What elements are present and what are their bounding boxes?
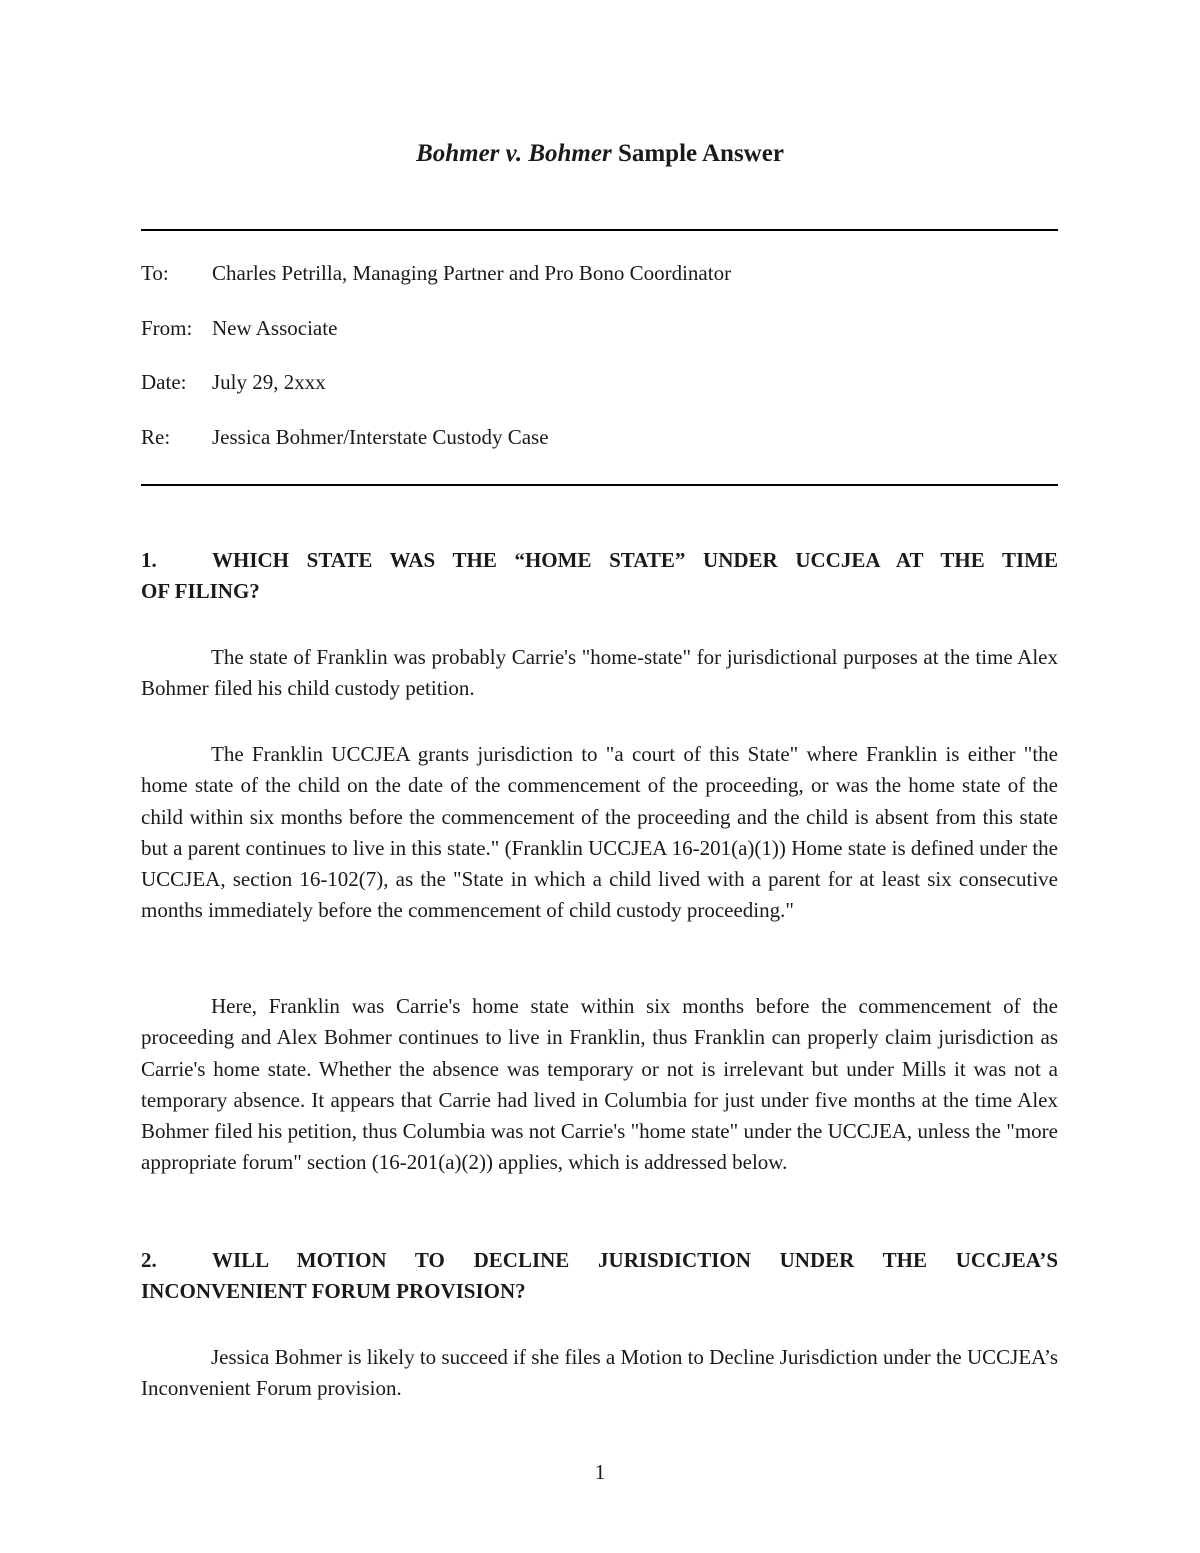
memo-to-value: Charles Petrilla, Managing Partner and Pro Bono Coordinator [212, 261, 732, 285]
section-1-paragraph-3: Here, Franklin was Carrie's home state within six months before the commencement of the proceeding and Alex Bohmer continues to live in Franklin, thus Franklin can properly claim jurisdiction as Carrie's home state. Whether the absence was temporary or not is irrelevant but under Mills it was not a temporary absence. It appears that Carrie had lived in Columbia for just under five months at the time Alex Bohmer filed his petition, thus Columbia was not Carrie's "home state" under the UCCJEA, unless the "more appropriate forum" section (16-201(a)(2)) applies, which is addressed below. [141, 994, 1058, 1175]
section-1-paragraph-1: The state of Franklin was probably Carrie's "home-state" for jurisdictional purposes at the time Alex Bohmer filed his child custody petition. [141, 645, 1058, 701]
section-1-heading-line1: 1. WHICH STATE WAS THE “HOME STATE” UNDER UCCJEA AT THE TIME [141, 545, 1058, 576]
section-1-heading [141, 545, 1058, 607]
section-2-heading-line1: 2. WILL MOTION TO DECLINE JURISDICTION UNDER THE UCCJEA’S [141, 1245, 1058, 1276]
memo-re-label: Re: [141, 425, 171, 449]
section-2-heading [141, 1245, 1058, 1307]
memo-to-line [141, 260, 731, 286]
section-1-number: 1. [141, 548, 157, 572]
memo-re-line [141, 424, 549, 450]
page-title [0, 140, 1200, 168]
page-number: 1 [594, 1460, 606, 1484]
header-rule-bottom [141, 484, 1058, 486]
section-1-paragraph-2: The Franklin UCCJEA grants jurisdiction to "a court of this State" where Franklin is either "the home state of the child on the date of the commencement of the proceeding, or was the home state of the child within six months before the commencement of the proceeding and the child is absent from this state but a parent continues to live in this state." (Franklin UCCJEA 16-201(a)(1)) Home state is defined under the UCCJEA, section 16-102(7), as the "State in which a child lived with a parent for at least six consecutive months immediately before the commencement of child custody proceeding." [141, 742, 1058, 923]
memo-from-label: From: [141, 316, 193, 340]
memo-re-value: Jessica Bohmer/Interstate Custody Case [212, 425, 549, 449]
memo-from-value: New Associate [212, 316, 338, 340]
memo-to-label: To: [141, 261, 169, 285]
section-2-heading-line2: INCONVENIENT FORUM PROVISION? [141, 1279, 526, 1303]
memo-date-value: July 29, 2xxx [212, 370, 326, 394]
section-1-heading-line2: OF FILING? [141, 579, 260, 603]
memo-date-label: Date: [141, 370, 187, 394]
header-rule-top [141, 229, 1058, 231]
case-name: Bohmer v. Bohmer [416, 140, 612, 167]
title-suffix: Sample Answer [611, 140, 784, 167]
memo-date-line [141, 369, 326, 395]
memo-from-line [141, 315, 337, 341]
section-2-paragraph-1: Jessica Bohmer is likely to succeed if she files a Motion to Decline Jurisdiction under the UCCJEA’s Inconvenient Forum provision. [141, 1345, 1058, 1401]
section-2-number: 2. [141, 1248, 157, 1272]
